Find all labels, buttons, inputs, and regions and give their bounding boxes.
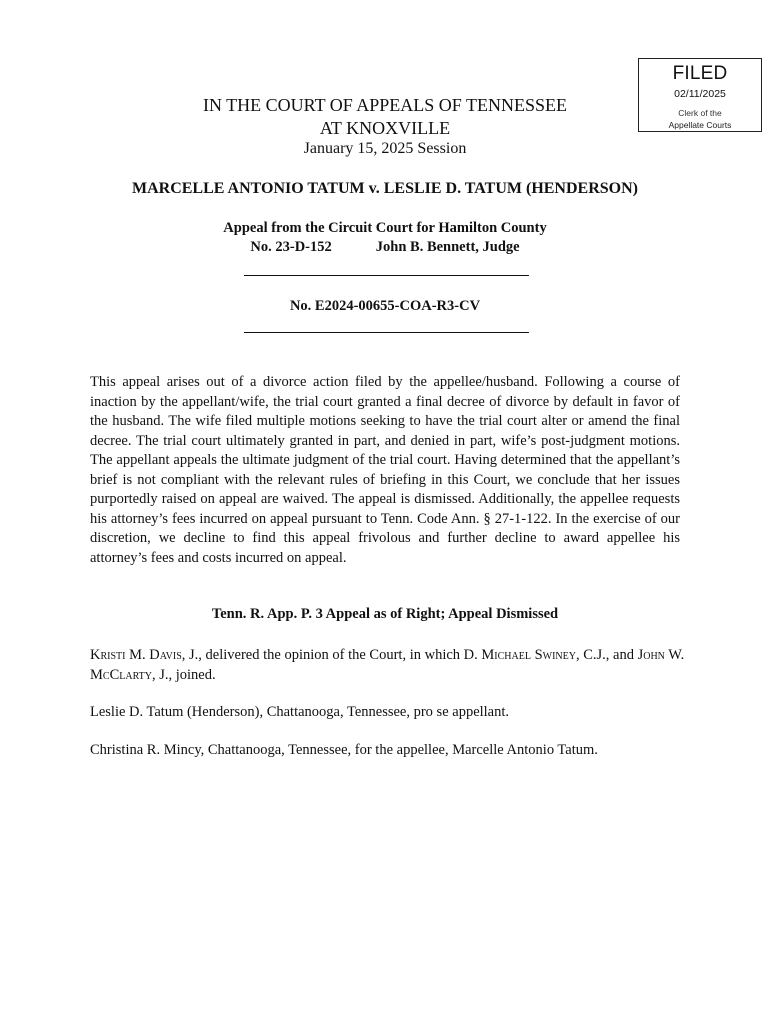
joined-judge-2: John W. McClarty [90,647,685,683]
filed-stamp-courts: Appellate Courts [668,120,732,130]
filed-stamp-clerk: Clerk of the [678,108,722,118]
appellee-counsel: Christina R. Mincy, Chattanooga, Tennessee, for the appellee, Marcelle Antonio Tatum. [90,742,598,758]
joined-judge-1-suffix: , C.J., and [575,647,638,663]
trial-judge: John B. Bennett, Judge [375,239,520,255]
case-caption: MARCELLE ANTONIO TATUM v. LESLIE D. TATUM (HENDERSON) [131,180,638,197]
appellant-counsel: Leslie D. Tatum (Henderson), Chattanooga, Tennessee, pro se appellant. [90,704,510,720]
author-suffix: , J., delivered the opinion of the Court, in which [181,647,464,663]
case-summary: This appeal arises out of a divorce action filed by the appellee/husband. Following a course of inaction by the appellant/wife, the trial court granted a final decree of divorce by default in favor of the husband. The wife filed multiple motions seeking to have the trial court alter or amend the final decree. The trial court ultimately granted in part, and denied in part, wife’s post-judgment motions. The appellant appeals the ultimate judgment of the trial court. Having determined that the appellant’s brief is not compliant with the relevant rules of briefing in this Court, we conclude that her issues purportedly raised on appeal are waived. The appeal is dismissed. Additionally, the appellee requests his attorney’s fees incurred on appeal pursuant to Tenn. Code Ann. § 27-1-122. In the exercise of our discretion, we decline to find this appeal frivolous and further decline to award appellee his attorney’s fees and costs incurred on appeal. [90,374,680,566]
divider-top [244,275,529,276]
divider-bottom [244,332,529,333]
court-location: AT KNOXVILLE [319,118,451,138]
docket-number: No. E2024-00655-COA-R3-CV [289,298,481,314]
joined-judge-2-suffix: , J., joined. [151,666,216,683]
holding-line: Tenn. R. App. P. 3 Appeal as of Right; Appeal Dismissed [211,606,559,622]
filed-stamp-date: 02/11/2025 [674,88,726,100]
filed-stamp-title: FILED [672,63,728,84]
opinion-authorship [90,646,690,685]
trial-case-line [0,239,770,256]
joined-judge-1: D. Michael Swiney [463,647,576,663]
author-name: Kristi M. Davis [90,647,182,663]
session-date: January 15, 2025 Session [303,140,467,157]
court-name: IN THE COURT OF APPEALS OF TENNESSEE [203,95,567,115]
trial-case-number: No. 23-D-152 [250,239,332,255]
appeal-from-line: Appeal from the Circuit Court for Hamilton County [223,220,547,236]
